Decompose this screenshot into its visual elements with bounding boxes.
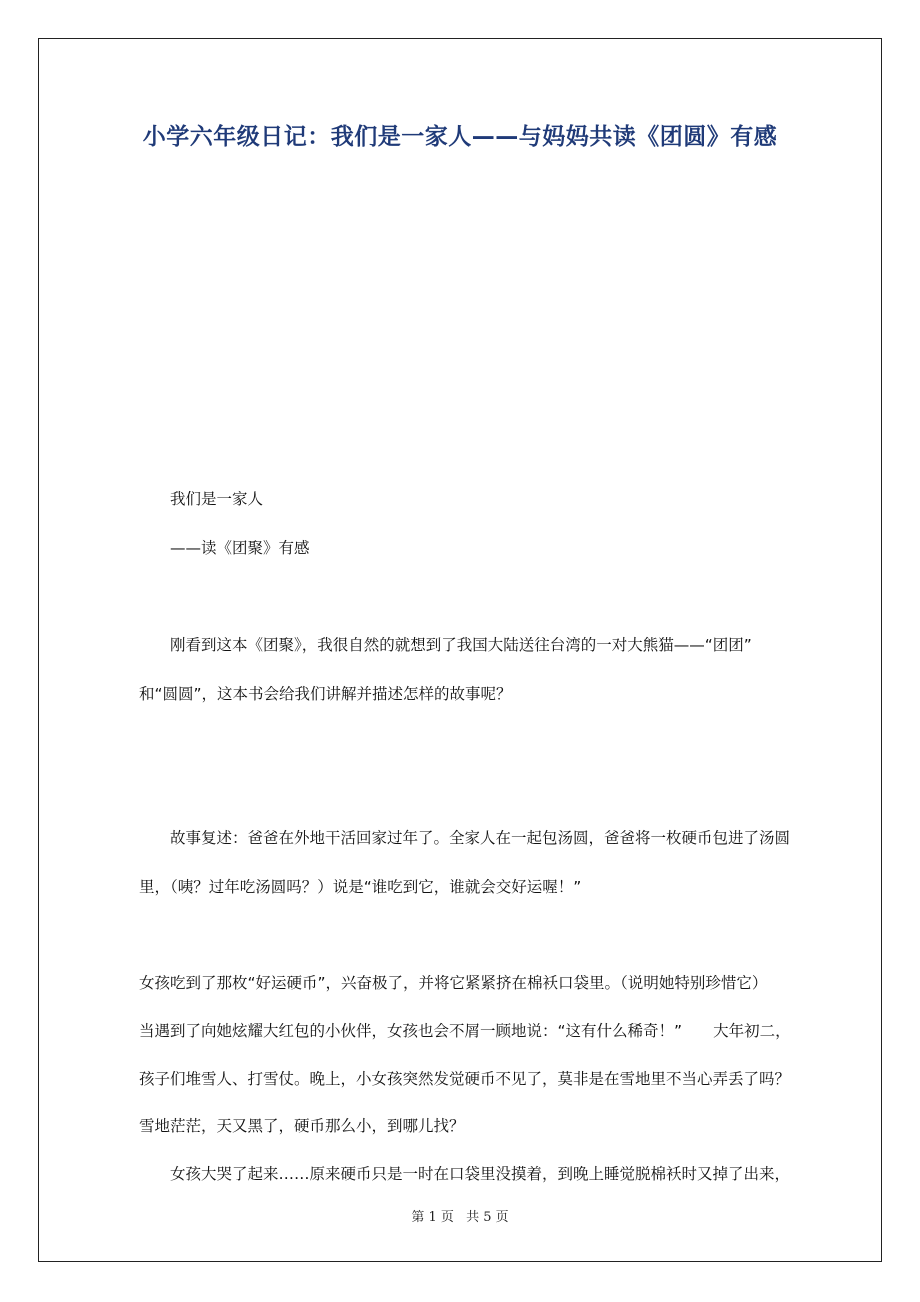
paragraph-4-line-1: 女孩大哭了起来……原来硬币只是一时在口袋里没摸着，到晚上睡觉脱棉袄时又掉了出来， — [170, 1165, 791, 1183]
paragraph-3-line-3: 孩子们堆雪人、打雪仗。晚上，小女孩突然发觉硬币不见了，莫非是在雪地里不当心弄丢了吗？ — [139, 1070, 791, 1088]
paragraph-3-line-1: 女孩吃到了那枚“好运硬币”，兴奋极了，并将它紧紧挤在棉袄口袋里。（说明她特别珍惜它） — [139, 974, 768, 992]
paragraph-1-line-2: 和“圆圆”，这本书会给我们讲解并描述怎样的故事呢？ — [139, 685, 512, 703]
paragraph-2-line-2: 里，（咦？过年吃汤圆吗？）说是“谁吃到它，谁就会交好运喔！” — [139, 878, 582, 896]
subheading-text: ——读《团聚》有感 — [170, 539, 310, 557]
paragraph-3-line-4: 雪地茫茫，天又黑了，硬币那么小，到哪儿找？ — [139, 1117, 465, 1135]
paragraph-1-line-1: 刚看到这本《团聚》，我很自然的就想到了我国大陆送往台湾的一对大熊猫——“团团” — [170, 636, 752, 654]
document-title: 小学六年级日记：我们是一家人——与妈妈共读《团圆》有感 — [142, 124, 778, 150]
page-number-total: 共 5 页 — [466, 1210, 509, 1225]
paragraph-2-line-1: 故事复述：爸爸在外地干活回家过年了。全家人在一起包汤圆，爸爸将一枚硬币包进了汤圆 — [170, 829, 791, 847]
paragraph-3-line-2: 当遇到了向她炫耀大红包的小伙伴，女孩也会不屑一顾地说：“这有什么稀奇！” 大年初二， — [139, 1022, 791, 1040]
page-footer — [0, 1206, 920, 1225]
heading-text: 我们是一家人 — [170, 490, 264, 508]
page-number-current: 第 1 页 — [411, 1210, 454, 1225]
